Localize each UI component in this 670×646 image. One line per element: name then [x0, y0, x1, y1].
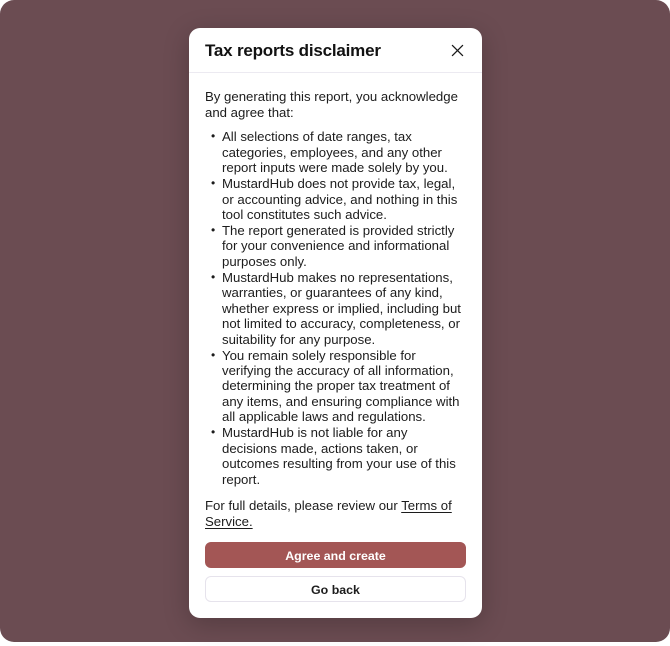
- terms-of-service-link[interactable]: Terms of Service.: [205, 497, 452, 529]
- disclaimer-bullet-list: [205, 129, 466, 487]
- modal-footer: [189, 542, 482, 618]
- modal-title: Tax reports disclaimer: [205, 40, 381, 60]
- modal-header: [189, 28, 482, 73]
- list-item: • You remain solely responsible for verifying the accuracy of all information, determining the proper tax treatment of any items, and ensuring compliance with all applicable laws and regulations.: [222, 348, 466, 425]
- list-item: • MustardHub does not provide tax, legal, or accounting advice, and nothing in this tool constitutes such advice.: [222, 176, 466, 222]
- agree-and-create-button[interactable]: Agree and create: [205, 542, 466, 568]
- list-item: • The report generated is provided strictly for your convenience and informational purposes only.: [222, 223, 466, 269]
- list-item: • MustardHub is not liable for any decisions made, actions taken, or outcomes resulting from your use of this report.: [222, 425, 466, 487]
- terms-footnote: [205, 498, 466, 529]
- tax-reports-disclaimer-modal: [189, 28, 482, 618]
- terms-footnote-prefix: For full details, please review our: [205, 497, 402, 513]
- close-icon: [451, 44, 464, 57]
- modal-body: [189, 73, 482, 542]
- list-item: • MustardHub makes no representations, warranties, or guarantees of any kind, whether express or implied, including but not limited to accuracy, completeness, or suitability for any purpose.: [222, 270, 466, 347]
- list-item: • All selections of date ranges, tax categories, employees, and any other report inputs were made solely by you.: [222, 129, 466, 175]
- disclaimer-intro-text: By generating this report, you acknowledge and agree that:: [205, 89, 458, 120]
- close-modal-button[interactable]: [446, 39, 468, 61]
- go-back-button[interactable]: Go back: [205, 576, 466, 602]
